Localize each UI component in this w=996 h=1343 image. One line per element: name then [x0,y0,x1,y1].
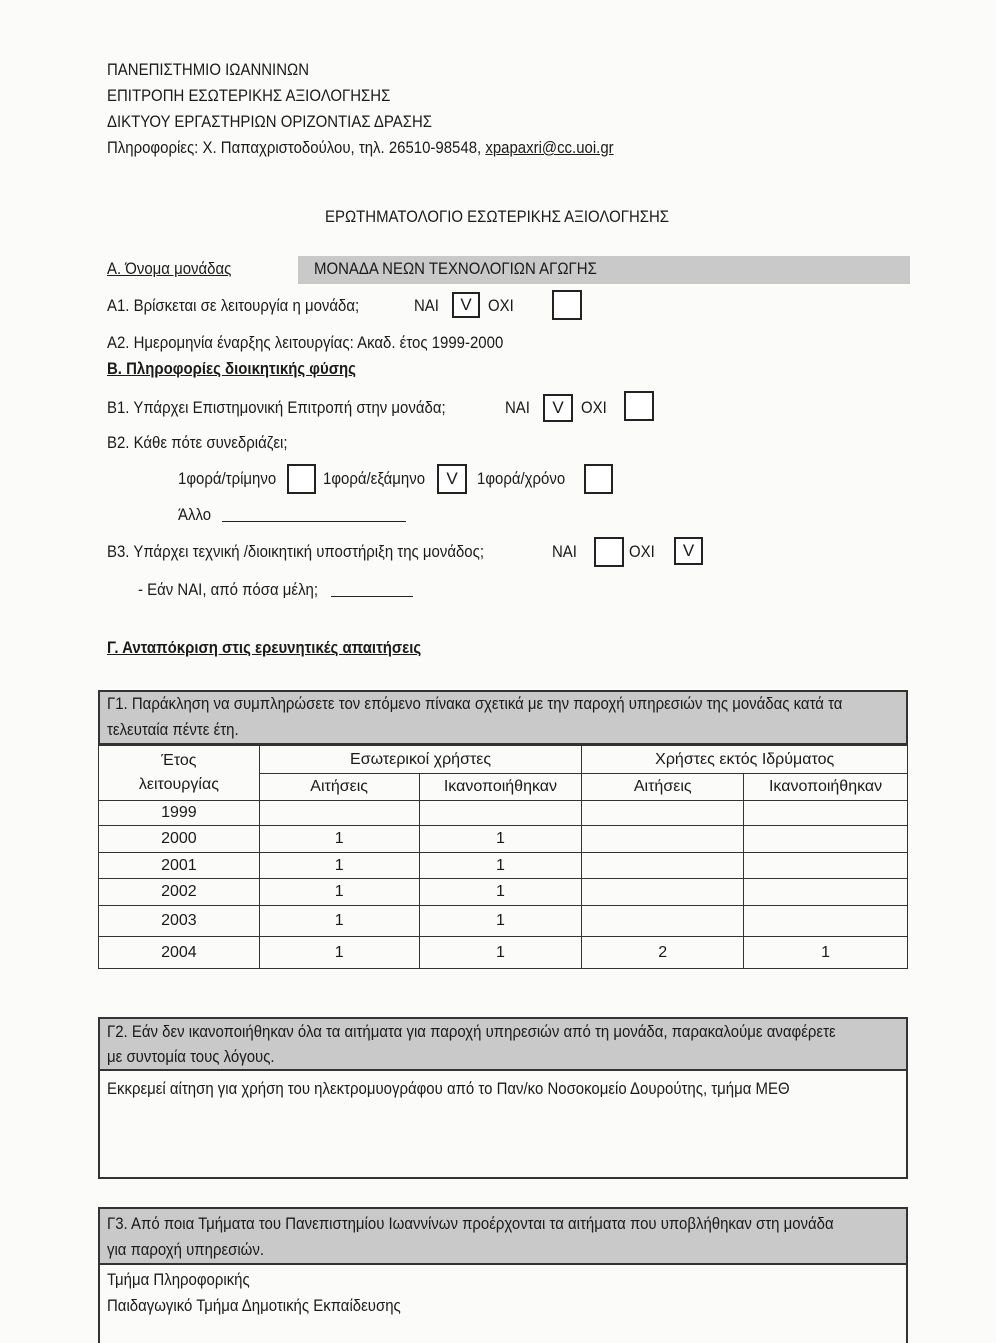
year-cell: 2002 [99,879,260,906]
section-c-heading: Γ. Ανταπόκριση στις ερευνητικές απαιτήσεις [107,638,422,657]
b2-semester-checkbox[interactable]: V [437,464,467,494]
internal-requests-cell: 1 [259,879,419,906]
b2-option-yearly: 1φορά/χρόνο [477,469,566,488]
header-university: ΠΑΝΕΠΙΣΤΗΜΙΟ ΙΩΑΝΝΙΝΩΝ [107,60,310,79]
internal-satisfied-cell: 1 [419,853,582,879]
b3-followup: - Εάν ΝΑΙ, από πόσα μέλη; [138,580,319,599]
external-requests-cell: 2 [582,937,744,969]
g3-divider [98,1263,908,1265]
year-cell: 2004 [99,937,260,969]
g1-prompt-line2: τελευταία πέντε έτη. [107,720,239,739]
external-satisfied-cell [744,853,908,879]
internal-satisfied-cell [419,801,582,826]
external-satisfied-cell [744,879,908,906]
g2-prompt-line1: Γ2. Εάν δεν ικανοποιήθηκαν όλα τα αιτήματα για παροχή υπηρεσιών από τη μονάδα, παρακαλούμε αναφέρετε [107,1022,836,1041]
internal-satisfied-header: Ικανοποιήθηκαν [419,774,582,801]
b2-option-quarterly: 1φορά/τρίμηνο [178,469,277,488]
internal-satisfied-cell: 1 [419,879,582,906]
external-requests-header: Αιτήσεις [582,774,744,801]
year-cell: 2003 [99,906,260,937]
section-b-heading: Β. Πληροφορίες διοικητικής φύσης [107,359,356,378]
b1-question: Β1. Υπάρχει Επιστημονική Επιτροπή στην μονάδα; [107,398,446,417]
year-cell: 1999 [99,801,260,826]
table-row [99,879,908,906]
a1-yes-label: ΝΑΙ [414,296,439,315]
external-satisfied-cell [744,826,908,853]
g2-divider [98,1069,908,1071]
a1-question: Α1. Βρίσκεται σε λειτουργία η μονάδα; [107,296,360,315]
b3-yes-checkbox[interactable] [594,537,624,567]
unit-name-value: ΜΟΝΑΔΑ ΝΕΩΝ ΤΕΧΝΟΛΟΓΙΩΝ ΑΓΩΓΗΣ [314,259,597,278]
internal-requests-cell: 1 [259,826,419,853]
a1-no-label: ΟΧΙ [488,296,514,315]
internal-requests-cell: 1 [259,937,419,969]
external-requests-cell [582,906,744,937]
table-row [99,853,908,879]
b1-yes-label: ΝΑΙ [505,398,530,417]
b1-no-checkbox[interactable] [624,391,654,421]
b3-question: Β3. Υπάρχει τεχνική /διοικητική υποστήριξη της μονάδος; [107,542,484,561]
table-row [99,906,908,937]
year-cell: 2000 [99,826,260,853]
g1-services-table [98,745,908,969]
section-a-heading: Α. Όνομα μονάδας [107,259,232,278]
g3-answer-informatics[interactable]: Τμήμα Πληροφορικής [107,1270,250,1289]
b2-other-blank[interactable] [222,521,406,522]
year-cell: 2001 [99,853,260,879]
year-header-line2: λειτουργίας [138,776,219,793]
header-info [107,138,614,158]
internal-satisfied-cell: 1 [419,906,582,937]
page-title: ΕΡΩΤΗΜΑΤΟΛΟΓΙΟ ΕΣΩΤΕΡΙΚΗΣ ΑΞΙΟΛΟΓΗΣΗΣ [325,207,670,226]
external-satisfied-cell [744,906,908,937]
year-header-line1: Έτος [161,752,197,769]
internal-requests-cell: 1 [259,906,419,937]
external-requests-cell [582,826,744,853]
b2-yearly-checkbox[interactable] [584,464,613,494]
g2-answer[interactable]: Εκκρεμεί αίτηση για χρήση του ηλεκτρομυογράφου από το Παν/κο Νοσοκομείο Δουρούτης, τμήμα ΜΕΘ [107,1079,790,1098]
external-requests-cell [582,853,744,879]
b3-members-blank[interactable] [331,596,413,597]
internal-requests-header: Αιτήσεις [259,774,419,801]
year-header [99,746,260,801]
b1-no-label: ΟΧΙ [581,398,607,417]
header-info-prefix: Πληροφορίες: Χ. Παπαχριστοδούλου, τηλ. 26510-98548, [107,138,486,157]
g2-prompt-line2: με συντομία τους λόγους. [107,1047,275,1066]
a2-start-date: Α2. Ημερομηνία έναρξης λειτουργίας: Ακαδ. έτος 1999-2000 [107,333,504,352]
external-satisfied-cell: 1 [744,937,908,969]
g3-prompt-line1: Γ3. Από ποια Τμήματα του Πανεπιστημίου Ιωαννίνων προέρχονται τα αιτήματα που υποβλήθηκαν στη μονάδα [107,1214,834,1233]
table-row [99,826,908,853]
internal-satisfied-cell: 1 [419,826,582,853]
b2-other-label: Άλλο [178,505,212,524]
b2-option-semester: 1φορά/εξάμηνο [323,469,426,488]
external-satisfied-header: Ικανοποιήθηκαν [744,774,908,801]
a1-no-checkbox[interactable] [552,290,582,320]
internal-requests-cell: 1 [259,853,419,879]
external-requests-cell [582,879,744,906]
b3-no-label: ΟΧΙ [629,542,655,561]
b2-question: Β2. Κάθε πότε συνεδριάζει; [107,433,288,452]
g3-prompt-line2: για παροχή υπηρεσιών. [107,1240,265,1259]
internal-users-header: Εσωτερικοί χρήστες [259,746,582,774]
external-requests-cell [582,801,744,826]
table-row [99,801,908,826]
external-users-header: Χρήστες εκτός Ιδρύματος [582,746,908,774]
b3-yes-label: ΝΑΙ [552,542,577,561]
header-network: ΔΙΚΤΥΟΥ ΕΡΓΑΣΤΗΡΙΩΝ ΟΡΙΖΟΝΤΙΑΣ ΔΡΑΣΗΣ [107,112,433,131]
b3-no-checkbox[interactable]: V [674,537,703,565]
external-satisfied-cell [744,801,908,826]
internal-satisfied-cell: 1 [419,937,582,969]
g3-answer-pedagogy[interactable]: Παιδαγωγικό Τμήμα Δημοτικής Εκπαίδευσης [107,1296,401,1315]
header-email-link[interactable]: xpapaxri@cc.uoi.gr [485,138,614,157]
internal-requests-cell [259,801,419,826]
g1-prompt-line1: Γ1. Παράκληση να συμπληρώσετε τον επόμενο πίνακα σχετικά με την παροχή υπηρεσιών της μονάδας κατά τα [107,694,843,713]
b2-quarterly-checkbox[interactable] [287,464,316,494]
a1-yes-checkbox[interactable]: V [452,292,480,318]
table-row [99,937,908,969]
header-committee: ΕΠΙΤΡΟΠΗ ΕΣΩΤΕΡΙΚΗΣ ΑΞΙΟΛΟΓΗΣΗΣ [107,86,391,105]
b1-yes-checkbox[interactable]: V [543,394,573,422]
